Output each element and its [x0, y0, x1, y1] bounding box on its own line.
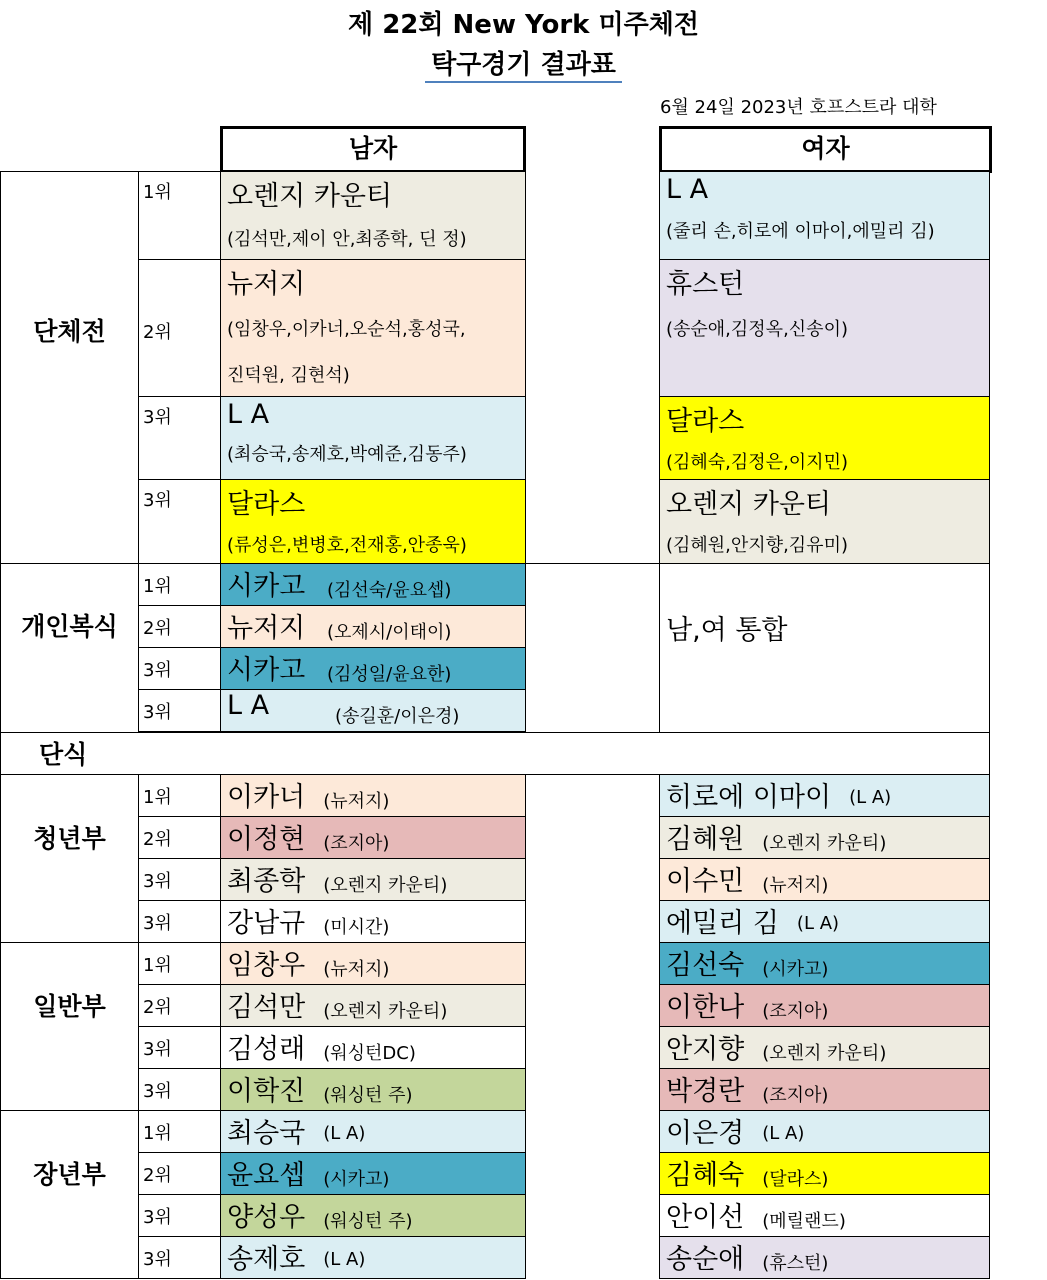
player-name: 박경란	[666, 1076, 745, 1107]
section-general: 일반부	[0, 942, 139, 1111]
player-name: 김석만	[227, 992, 306, 1023]
player-name: 최종학	[227, 866, 306, 897]
divider	[989, 732, 990, 775]
rank-cell: 2위	[138, 984, 221, 1027]
player-name: 안지향	[666, 1034, 745, 1065]
player-team: (오렌지 카운티)	[762, 833, 887, 854]
team-women-2	[659, 259, 990, 397]
team-members: (줄리 손,히로에 이마이,에밀리 김)	[666, 221, 935, 242]
rank-cell: 2위	[138, 1152, 221, 1195]
team-members: (김혜숙,김정은,이지민)	[666, 452, 848, 473]
team-name: 시카고	[227, 655, 306, 686]
singles-youth-men-4	[220, 900, 526, 943]
doubles-men-3	[220, 647, 526, 690]
singles-senior-women-3	[659, 1194, 990, 1237]
player-team: (L A)	[323, 1249, 366, 1270]
team-name: 시카고	[227, 571, 306, 602]
rank-cell: 1위	[138, 171, 221, 260]
player-name: 김성래	[227, 1034, 306, 1065]
rank-cell: 2위	[138, 259, 221, 397]
player-name: 이수민	[666, 866, 745, 897]
team-members: (송순애,김정옥,신송이)	[666, 319, 848, 340]
section-youth: 청년부	[0, 774, 139, 943]
singles-senior-women-1	[659, 1110, 990, 1153]
rank-cell: 3위	[138, 1194, 221, 1237]
section-doubles: 개인복식	[0, 563, 139, 733]
rank-cell: 3위	[138, 689, 221, 732]
player-team: (L A)	[323, 1123, 366, 1144]
gap-cell	[525, 774, 660, 943]
singles-general-women-4	[659, 1068, 990, 1111]
singles-row	[0, 732, 990, 775]
player-name: 최승국	[227, 1118, 306, 1149]
player-name: 에밀리 김	[666, 908, 779, 939]
team-name: 뉴저지	[227, 613, 306, 644]
player-name: 송제호	[227, 1244, 306, 1275]
singles-youth-men-2	[220, 816, 526, 859]
player-team: (워싱턴 주)	[323, 1085, 413, 1106]
team-women-1	[659, 171, 990, 260]
rank-cell: 3위	[138, 647, 221, 690]
player-name: 이은경	[666, 1118, 745, 1149]
section-senior: 장년부	[0, 1110, 139, 1279]
rank-cell: 2위	[138, 605, 221, 648]
player-name: 히로에 이마이	[666, 782, 832, 813]
player-team: (휴스턴)	[762, 1253, 829, 1274]
team-members: (김성일/윤요한)	[327, 664, 452, 685]
team-members: (송길훈/이은경)	[335, 706, 460, 727]
rank-cell: 1위	[138, 942, 221, 985]
player-team: (오렌지 카운티)	[323, 1001, 448, 1022]
doubles-women-note: 남,여 통합	[659, 563, 990, 733]
singles-general-men-2	[220, 984, 526, 1027]
player-name: 김혜원	[666, 824, 745, 855]
rank-cell: 2위	[138, 816, 221, 859]
singles-senior-women-4	[659, 1236, 990, 1279]
subtitle-text: 탁구경기 결과표	[425, 44, 622, 83]
player-name: 윤요셉	[227, 1160, 306, 1191]
doubles-men-2	[220, 605, 526, 648]
team-members: (김선숙/윤요셉)	[327, 580, 452, 601]
player-name: 이카너	[227, 782, 306, 813]
singles-youth-women-1	[659, 774, 990, 817]
player-name: 안이선	[666, 1202, 745, 1233]
singles-senior-men-2	[220, 1152, 526, 1195]
player-name: 이학진	[227, 1076, 306, 1107]
player-team: (L A)	[796, 913, 840, 934]
team-women-4	[659, 479, 990, 564]
singles-youth-women-2	[659, 816, 990, 859]
team-name: 뉴저지	[227, 269, 306, 300]
singles-general-women-2	[659, 984, 990, 1027]
rank-cell: 1위	[138, 1110, 221, 1153]
event-date: 6월 24일 2023년 호프스트라 대학	[660, 97, 937, 118]
rank-cell: 3위	[138, 396, 221, 480]
player-name: 김선숙	[666, 950, 745, 981]
player-name: 김혜숙	[666, 1160, 745, 1191]
rank-cell: 3위	[138, 1236, 221, 1279]
team-men-4	[220, 479, 526, 564]
player-team: (달라스)	[762, 1169, 829, 1190]
team-name: 오렌지 카운티	[666, 489, 832, 520]
player-team: (시카고)	[762, 959, 829, 980]
rank-cell: 1위	[138, 563, 221, 606]
player-team: (메릴랜드)	[762, 1211, 846, 1232]
player-team: (오렌지 카운티)	[762, 1043, 887, 1064]
doubles-men-4	[220, 689, 526, 732]
doubles-men-1	[220, 563, 526, 606]
page-title: 제 22회 New York 미주체전	[348, 10, 699, 40]
team-members-cont: 진덕원, 김현석)	[227, 365, 350, 386]
player-name: 송순애	[666, 1244, 745, 1275]
team-name: L A	[666, 174, 709, 205]
player-team: (미시간)	[323, 917, 390, 938]
player-team: (뉴저지)	[762, 875, 829, 896]
team-name: 오렌지 카운티	[227, 181, 393, 212]
player-name: 양성우	[227, 1202, 306, 1233]
section-singles: 단식	[39, 740, 88, 769]
singles-senior-men-3	[220, 1194, 526, 1237]
singles-senior-men-1	[220, 1110, 526, 1153]
rank-cell: 3위	[138, 858, 221, 901]
rank-cell: 3위	[138, 479, 221, 564]
player-team: (L A)	[762, 1123, 805, 1144]
team-men-3	[220, 396, 526, 480]
team-members: (김석만,제이 안,최종학, 딘 정)	[227, 229, 467, 250]
player-team: (오렌지 카운티)	[323, 875, 448, 896]
team-name: 달라스	[227, 489, 306, 520]
rank-cell: 3위	[138, 1026, 221, 1069]
singles-general-men-3	[220, 1026, 526, 1069]
singles-youth-women-3	[659, 858, 990, 901]
singles-youth-men-1	[220, 774, 526, 817]
team-name: 달라스	[666, 406, 745, 437]
section-team: 단체전	[0, 171, 139, 564]
singles-youth-women-4	[659, 900, 990, 943]
player-team: (워싱턴 주)	[323, 1211, 413, 1232]
player-team: (시카고)	[323, 1169, 390, 1190]
women-header: 여자	[659, 126, 992, 173]
player-team: (L A)	[849, 787, 892, 808]
rank-cell: 1위	[138, 774, 221, 817]
player-team: (워싱턴DC)	[323, 1043, 416, 1064]
team-name: L A	[227, 690, 270, 721]
player-name: 이정현	[227, 824, 306, 855]
singles-senior-men-4	[220, 1236, 526, 1279]
singles-general-men-4	[220, 1068, 526, 1111]
player-name: 이한나	[666, 992, 745, 1023]
team-members: (류성은,변병호,전재홍,안종욱)	[227, 535, 467, 556]
singles-general-men-1	[220, 942, 526, 985]
team-members: (오제시/이태이)	[327, 622, 452, 643]
player-team: (뉴저지)	[323, 791, 390, 812]
player-team: (조지아)	[762, 1085, 829, 1106]
team-members: (최승국,송제호,박예준,김동주)	[227, 444, 467, 465]
team-men-2	[220, 259, 526, 397]
singles-senior-women-2	[659, 1152, 990, 1195]
player-team: (조지아)	[762, 1001, 829, 1022]
gap-cell	[525, 1110, 660, 1279]
team-name: L A	[227, 399, 270, 430]
player-name: 임창우	[227, 950, 306, 981]
team-members: (임창우,이카너,오순석,홍성국,	[227, 319, 466, 340]
gap-cell	[525, 942, 660, 1111]
rank-cell: 3위	[138, 1068, 221, 1111]
player-team: (조지아)	[323, 833, 390, 854]
gap-cell	[525, 563, 660, 733]
men-header: 남자	[220, 126, 526, 173]
team-name: 휴스턴	[666, 269, 745, 300]
singles-general-women-3	[659, 1026, 990, 1069]
page-subtitle	[0, 44, 1047, 83]
player-team: (뉴저지)	[323, 959, 390, 980]
team-members: (김혜원,안지향,김유미)	[666, 535, 848, 556]
team-women-3	[659, 396, 990, 480]
player-name: 강남규	[227, 908, 306, 939]
team-men-1	[220, 171, 526, 260]
gap-cell	[525, 171, 660, 564]
singles-youth-men-3	[220, 858, 526, 901]
rank-cell: 3위	[138, 900, 221, 943]
singles-general-women-1	[659, 942, 990, 985]
